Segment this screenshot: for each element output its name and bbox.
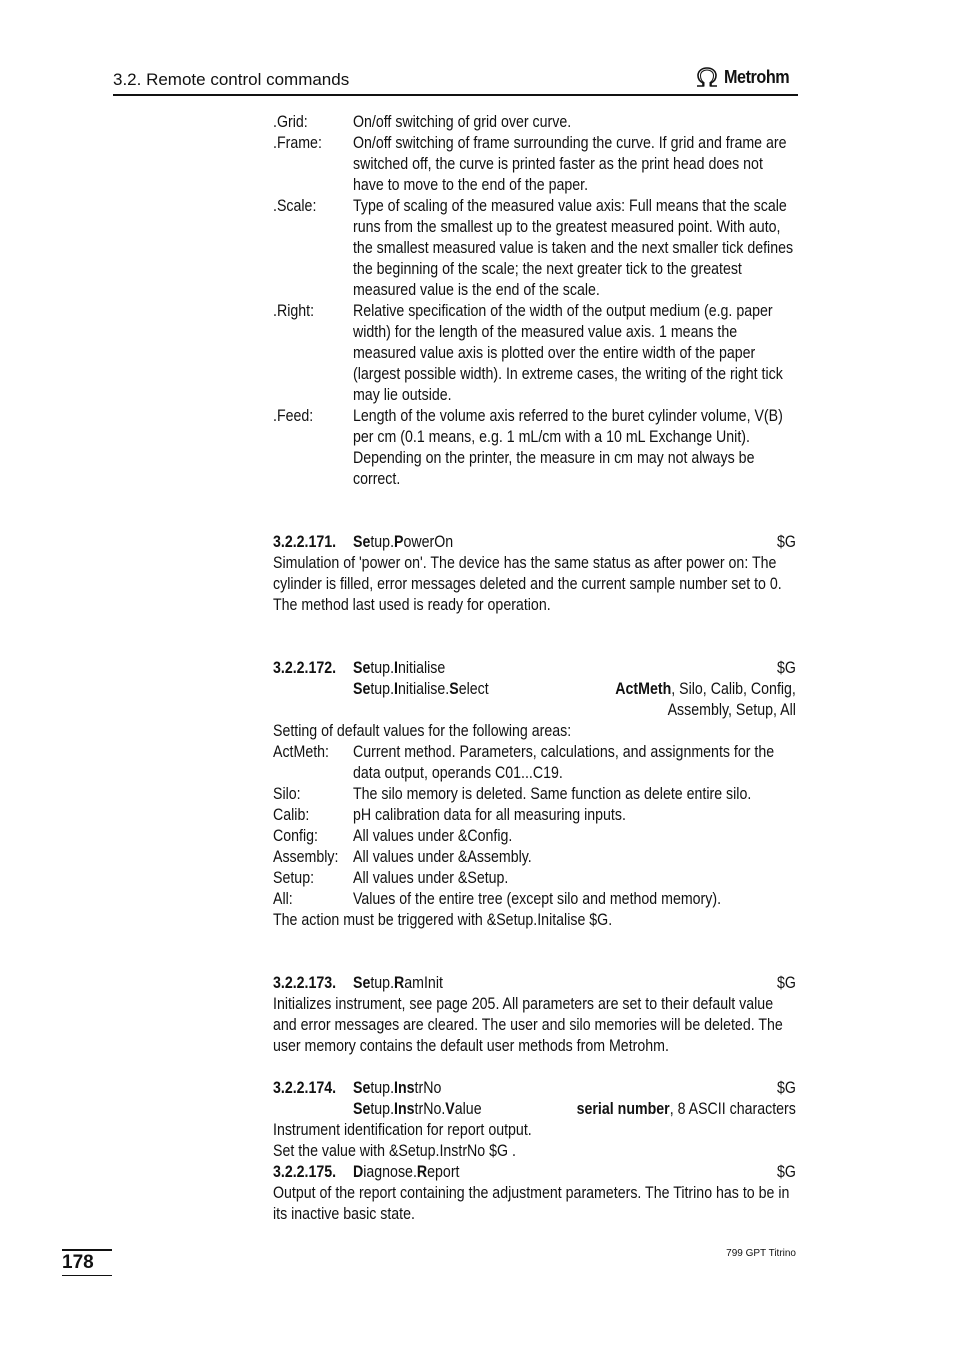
command-name: Setup.Initialise bbox=[352, 659, 446, 677]
section-text: Output of the report containing the adjustment parameters. The Titrino has to be in its inactive basic state. bbox=[273, 1184, 790, 1223]
omega-logo-icon bbox=[694, 66, 720, 88]
section-174 bbox=[273, 1078, 796, 1162]
section-text-line: Instrument identification for report output. bbox=[273, 1121, 532, 1139]
page-number: 178 bbox=[62, 1252, 94, 1273]
header-rule bbox=[113, 94, 798, 96]
area-list bbox=[273, 742, 796, 910]
param-row: .Scale: Type of scaling of the measured value axis: Full means that the scale runs from the smallest up to the greatest measured point. With auto, the smallest measured value is taken and the next smaller tick defines the beginning of the scale; the next greater tick to the greatest measured value is the end of the scale. bbox=[273, 197, 794, 299]
section-heading: 3.2.2.173. Setup.RamInit $G bbox=[273, 974, 796, 992]
param-row: .Frame: On/off switching of frame surrounding the curve. If grid and frame are switched off, the curve is printed faster as the print head does not have to move to the end of the paper. bbox=[273, 134, 787, 194]
command-name: Setup.RamInit bbox=[352, 974, 443, 992]
page-content bbox=[273, 112, 796, 1225]
section-173 bbox=[273, 973, 796, 1057]
page-number-rule bbox=[62, 1275, 112, 1276]
section-heading: 3.2.2.171. Setup.PowerOn $G bbox=[273, 533, 796, 551]
section-heading: 3.2.2.172. Setup.Initialise $G bbox=[273, 659, 796, 677]
param-list bbox=[273, 112, 796, 490]
area-row: ActMeth: Current method. Parameters, calculations, and assignments for the data output, operands C01...C19. bbox=[273, 743, 775, 782]
section-heading: 3.2.2.175. Diagnose.Report $G bbox=[273, 1163, 796, 1181]
section-outro: The action must be triggered with &Setup.Initalise $G. bbox=[273, 911, 613, 929]
param-row: .Right: Relative specification of the width of the output medium (e.g. paper width) for the length of the measured value axis. 1 means the measured value axis is plotted over the entire width of the paper (largest possible width). In extreme cases, the writing of the right tick may lie outside. bbox=[273, 302, 783, 404]
command-name: Setup.PowerOn bbox=[352, 533, 454, 551]
section-175 bbox=[273, 1162, 796, 1225]
section-text: Initializes instrument, see page 205. All parameters are set to their default value and error messages are cleared. The user and silo memories will be deleted. The user memory contains the default user methods from Metrohm. bbox=[273, 995, 783, 1055]
area-row: Silo: The silo memory is deleted. Same function as delete entire silo. bbox=[273, 785, 752, 803]
param-row: .Grid: On/off switching of grid over curve. bbox=[273, 113, 572, 131]
metrohm-logo bbox=[694, 66, 797, 88]
command-value: $G bbox=[776, 974, 796, 992]
command-name: Setup.InstrNo bbox=[352, 1079, 442, 1097]
running-header-title: 3.2. Remote control commands bbox=[113, 70, 350, 89]
area-row: Config: All values under &Config. bbox=[273, 827, 513, 845]
section-intro: Setting of default values for the following areas: bbox=[273, 722, 572, 740]
area-row: Assembly: All values under &Assembly. bbox=[273, 848, 532, 866]
command-value: $G bbox=[776, 1079, 796, 1097]
area-row: All: Values of the entire tree (except silo and method memory). bbox=[273, 890, 722, 908]
logo-wordmark: Metrohm bbox=[723, 66, 789, 87]
sub-command bbox=[273, 679, 796, 700]
sub-command-values: ActMeth, Silo, Calib, Config, bbox=[615, 680, 796, 698]
footer-product: 799 GPT Titrino bbox=[726, 1248, 796, 1259]
sub-command-name: Setup.InstrNo.Value bbox=[352, 1100, 482, 1118]
section-heading: 3.2.2.174. Setup.InstrNo $G bbox=[273, 1079, 796, 1097]
area-row: Calib: pH calibration data for all measuring inputs. bbox=[273, 806, 626, 824]
command-name: Diagnose.Report bbox=[352, 1163, 460, 1181]
sub-command-values-cont: Assembly, Setup, All bbox=[667, 701, 796, 719]
sub-command bbox=[273, 1099, 796, 1120]
section-172 bbox=[273, 658, 796, 931]
area-row: Setup: All values under &Setup. bbox=[273, 869, 509, 887]
command-value: $G bbox=[776, 659, 796, 677]
section-171 bbox=[273, 532, 796, 616]
sub-command-name: Setup.Initialise.Select bbox=[352, 680, 489, 698]
footer-rule bbox=[62, 1249, 112, 1251]
param-row: .Feed: Length of the volume axis referred to the buret cylinder volume, V(B) per cm (0.1 means, e.g. 1 mL/cm with a 10 mL Exchange Unit). Depending on the printer, the measure in cm may not always be correct. bbox=[273, 407, 783, 488]
sub-command-values: serial number, 8 ASCII characters bbox=[576, 1100, 796, 1118]
command-value: $G bbox=[776, 533, 796, 551]
command-value: $G bbox=[776, 1163, 796, 1181]
section-text: Simulation of 'power on'. The device has the same status as after power on: The cylinder is filled, error messages deleted and the current sample number set to 0. The method last used is ready for operation. bbox=[273, 554, 782, 614]
section-text-line: Set the value with &Setup.InstrNo $G . bbox=[273, 1142, 516, 1160]
